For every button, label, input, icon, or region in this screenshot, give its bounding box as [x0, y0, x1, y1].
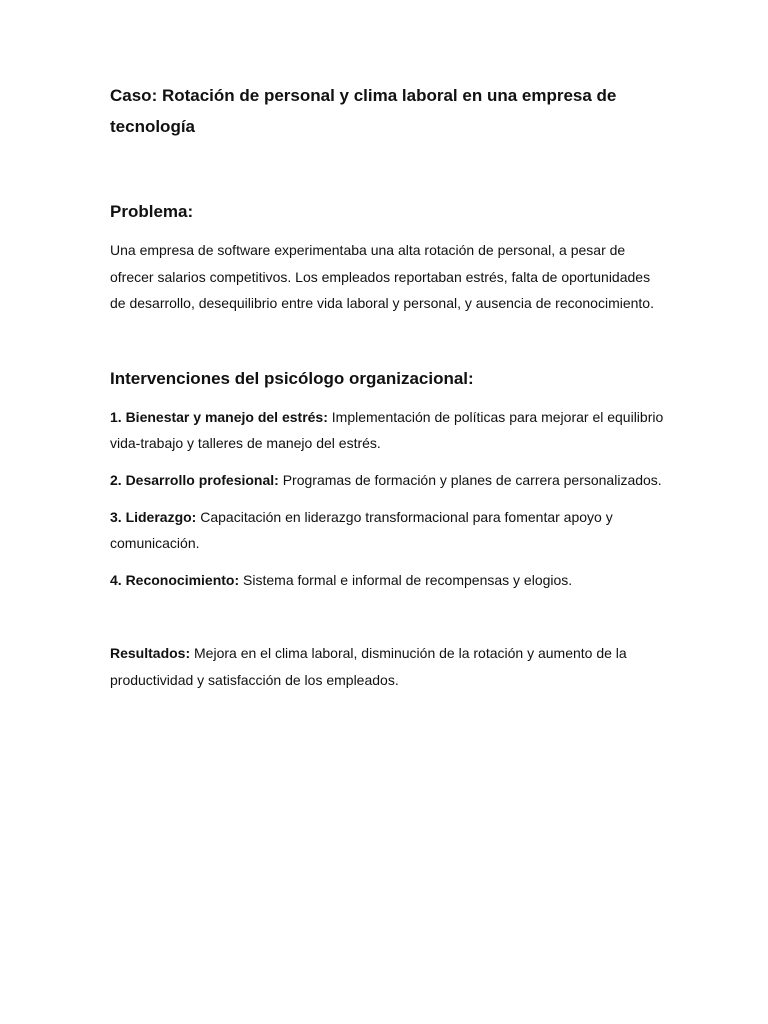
results-label: Resultados:: [110, 645, 191, 662]
intervention-item-development: [110, 467, 665, 494]
intervention-text: Sistema formal e informal de recompensas y elogios.: [239, 571, 573, 588]
intervention-text: Capacitación en liderazgo transformacional para fomentar apoyo y comunicación.: [110, 508, 613, 552]
document-title: Caso: Rotación de personal y clima laboral en una empresa de tecnología: [110, 86, 617, 136]
problem-text: Una empresa de software experimentaba una alta rotación de personal, a pesar de ofrecer salarios competitivos. Los empleados reportaban estrés, falta de oportunidades de desarrollo, desequilibrio entre vida laboral y personal, y ausencia de reconocimiento.: [110, 242, 654, 312]
intervention-text: Implementación de políticas para mejorar el equilibrio vida-trabajo y talleres de manejo del estrés.: [110, 408, 664, 452]
intervention-label: 4. Reconocimiento:: [110, 571, 240, 588]
interventions-heading: Intervenciones del psicólogo organizacional:: [110, 368, 474, 388]
interventions-list: [110, 404, 665, 594]
document-content: [110, 80, 665, 694]
intervention-text: Programas de formación y planes de carrera personalizados.: [278, 471, 662, 488]
intervention-label: 2. Desarrollo profesional:: [110, 471, 279, 488]
intervention-item-leadership: [110, 504, 665, 557]
results-text: Mejora en el clima laboral, disminución de la rotación y aumento de la productividad y satisfacción de los empleados.: [110, 645, 627, 688]
problem-heading: Problema:: [110, 202, 194, 221]
intervention-item-recognition: [110, 567, 665, 594]
intervention-label: 1. Bienestar y manejo del estrés:: [110, 408, 328, 425]
intervention-label: 3. Liderazgo:: [110, 508, 197, 525]
intervention-item-wellbeing: [110, 404, 665, 457]
results-paragraph: [110, 640, 665, 693]
